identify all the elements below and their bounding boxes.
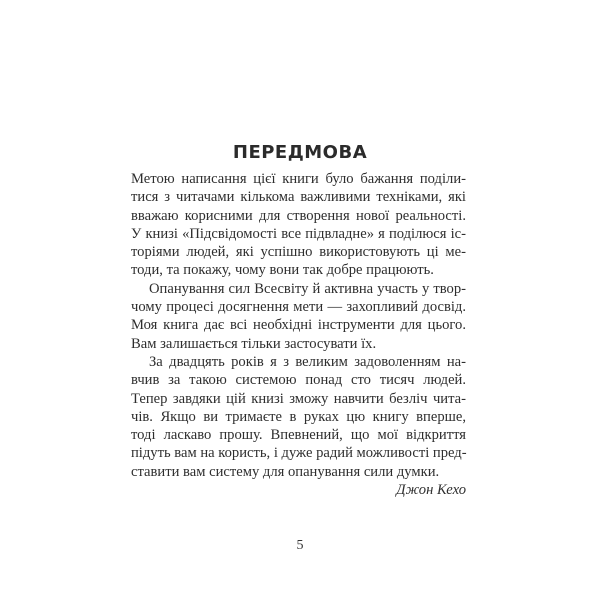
text-line: чому процесі досягнення мети — захопливий досвід.	[131, 299, 466, 316]
page-title: ПЕРЕДМОВА	[232, 142, 368, 163]
text-line: Тепер завдяки цій книзі зможу навчити безліч чита-	[131, 390, 466, 407]
text-line: чів. Якщо ви тримаєте в руках цю книгу вперше,	[131, 408, 466, 425]
body-text	[131, 170, 466, 499]
text-line: вчив за такою системою понад сто тисяч людей.	[131, 372, 466, 389]
author-signature: Джон Кехо	[396, 482, 466, 499]
text-line: підуть вам на користь, і дуже радий можливості пред-	[131, 445, 467, 462]
text-line: Вам залишається тільки застосувати їх.	[131, 335, 377, 352]
text-line: торіями людей, які успішно використовують ці ме-	[131, 244, 466, 261]
text-line: вважаю корисними для створення нової реальності.	[131, 207, 466, 224]
text-line: ставити вам систему для опанування сили думки.	[131, 463, 440, 480]
text-line: За двадцять років я з великим задоволенням на-	[149, 353, 466, 370]
text-line: Опанування сил Всесвіту й активна участь у твор-	[149, 280, 466, 297]
text-line: У книзі «Підсвідомості все підвладне» я поділюся іс-	[131, 225, 466, 242]
text-line: тися з читачами кількома важливими техніками, які	[131, 189, 466, 206]
page-number: 5	[296, 538, 304, 553]
text-line: Метою написання цієї книги було бажання поділи-	[131, 171, 466, 187]
text-line: тоді ласкаво прошу. Впевнений, що мої відкриття	[131, 427, 466, 444]
text-line: Моя книга дає всі необхідні інструменти для цього.	[131, 317, 466, 334]
text-line: тоди, та покажу, чому вони так добре працюють.	[131, 262, 434, 279]
